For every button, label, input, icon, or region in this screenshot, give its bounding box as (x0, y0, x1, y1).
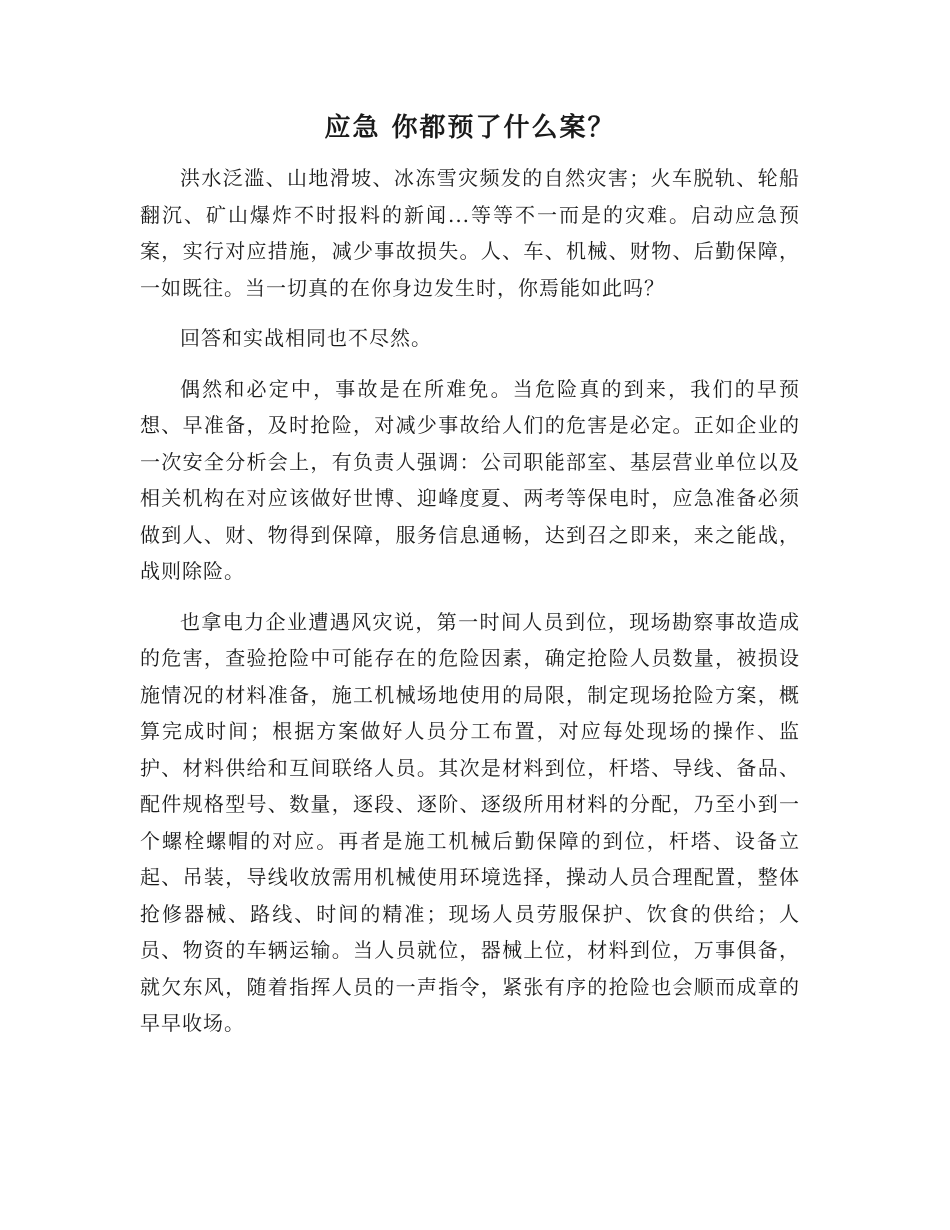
paragraph-2: 回答和实战相同也不尽然。 (180, 326, 432, 351)
document-title: 应急 你都预了什么案？ (324, 113, 616, 143)
paragraph-3: 偶然和必定中，事故是在所难免。当危险真的到来，我们的早预想、早准备，及时抢险，对减少事故给人们的危害是必定。正如企业的一次安全分析会上，有负责人强调：公司职能部室、基层营业单位以及相关机构在对应该做好世博、迎峰度夏、两考等保电时，应急准备必须做到人、财、物得到保障，服务信息通畅，达到召之即来，来之能战，战则除险。 (140, 376, 800, 584)
paragraph-4: 也拿电力企业遭遇风灾说，第一时间人员到位，现场勘察事故造成的危害，查验抢险中可能存在的危险因素，确定抢险人员数量，被损设施情况的材料准备，施工机械场地使用的局限，制定现场抢险方案，概算完成时间；根据方案做好人员分工布置，对应每处现场的操作、监护、材料供给和互间联络人员。其次是材料到位，杆塔、导线、备品、配件规格型号、数量，逐段、逐阶、逐级所用材料的分配，乃至小到一个螺栓螺帽的对应。再者是施工机械后勤保障的到位，杆塔、设备立起、吊装，导线收放需用机械使用环境选择，操动人员合理配置，整体抢修器械、路线、时间的精准；现场人员劳服保护、饮食的供给；人员、物资的车辆运输。当人员就位，器械上位，材料到位，万事俱备，就欠东风，随着指挥人员的一声指令，紧张有序的抢险也会顺而成章的早早收场。 (140, 609, 800, 1036)
paragraph-1: 洪水泛滥、山地滑坡、冰冻雪灾频发的自然灾害；火车脱轨、轮船翻沉、矿山爆炸不时报料的新闻...等等不一而是的灾难。启动应急预案，实行对应措施，减少事故损失。人、车、机械、财物、后勤保障，一如既往。当一切真的在你身边发生时，你焉能如此吗？ (140, 166, 800, 300)
